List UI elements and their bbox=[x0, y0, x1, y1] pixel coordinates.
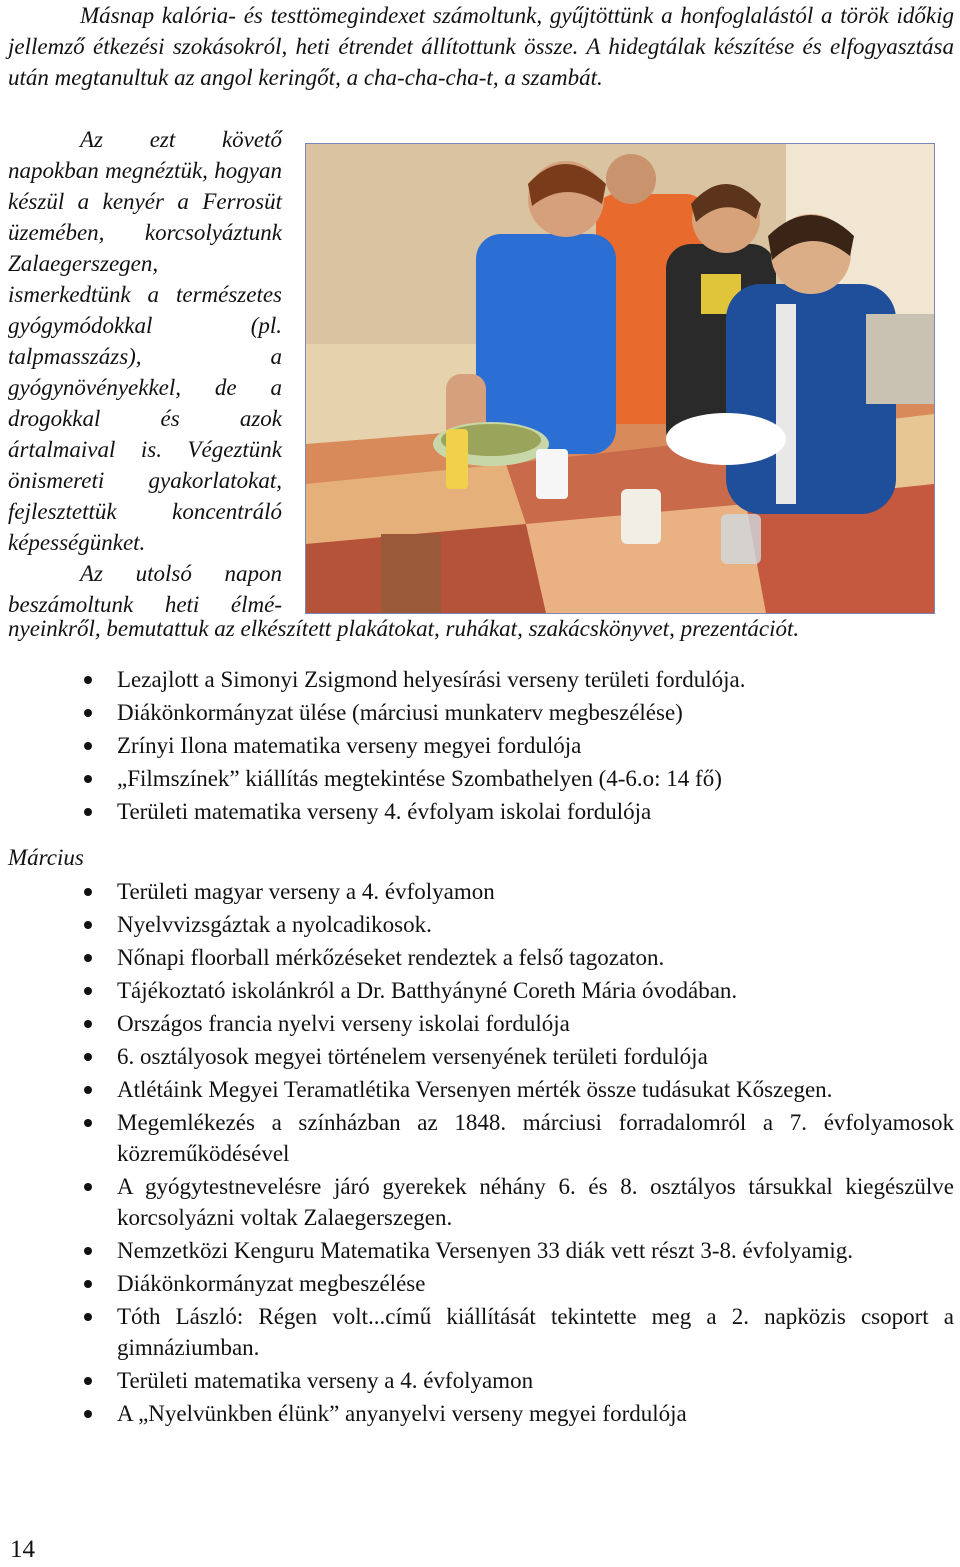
month-heading: Március bbox=[8, 845, 84, 870]
list-item: Országos francia nyelvi verseny iskolai fordulója bbox=[0, 1008, 960, 1039]
list-item: Nőnapi floorball mérkőzéseket rendeztek a felső tagozaton. bbox=[0, 942, 960, 973]
list-item: Tájékoztató iskolánkról a Dr. Batthyányné Coreth Mária óvodában. bbox=[0, 975, 960, 1006]
list-item: Területi matematika verseny a 4. évfolyamon bbox=[0, 1365, 960, 1396]
events-list-march bbox=[0, 876, 960, 1431]
list-item: Nemzetközi Kenguru Matematika Versenyen 33 diák vett részt 3-8. évfolyamig. bbox=[0, 1235, 960, 1266]
intro-paragraph bbox=[8, 0, 954, 93]
float-paragraph-2: Az utolsó napon beszámoltunk heti élmé- bbox=[8, 561, 282, 617]
list-item: Területi matematika verseny 4. évfolyam iskolai fordulója bbox=[0, 796, 960, 827]
list-item: Diákönkormányzat ülése (márciusi munkaterv megbeszélése) bbox=[0, 697, 960, 728]
page-number: 14 bbox=[10, 1536, 35, 1563]
list-item: A „Nyelvünkben élünk” anyanyelvi verseny megyei fordulója bbox=[0, 1398, 960, 1429]
list-item: 6. osztályosok megyei történelem versenyének területi fordulója bbox=[0, 1041, 960, 1072]
list-item: Lezajlott a Simonyi Zsigmond helyesírási verseny területi fordulója. bbox=[0, 664, 960, 695]
list-item: Diákönkormányzat megbeszélése bbox=[0, 1268, 960, 1299]
after-photo-line: nyeinkről, bemutattuk az elkészített plakátokat, ruhákat, szakácskönyvet, prezentációt. bbox=[8, 616, 800, 641]
float-paragraph-1: Az ezt követő napokban megnéztük, hogyan készül a kenyér a Ferrosüt üzemében, korcsolyáztunk Zalaegerszegen, ismerkedtünk a természetes gyógymódokkal (pl. talpmasszázs), a gyógynövényekkel, de a drogokkal és azok ártalmaival is. Végeztünk önismereti gyakorlatokat, fejlesztettük koncentráló képességünket. bbox=[8, 127, 282, 555]
list-item: Területi magyar verseny a 4. évfolyamon bbox=[0, 876, 960, 907]
list-item: Megemlékezés a színházban az 1848. márciusi forradalomról a 7. évfolyamosok közreműködésével bbox=[0, 1107, 960, 1169]
photo-students-preparing-food bbox=[305, 143, 935, 614]
list-item: Tóth László: Régen volt...című kiállítását tekintette meg a 2. napközis csoport a gimnáziumban. bbox=[0, 1301, 960, 1363]
list-item: A gyógytestnevelésre járó gyerekek néhány 6. és 8. osztályos társukkal kiegészülve korcsolyázni voltak Zalaegerszegen. bbox=[0, 1171, 960, 1233]
photo-illustration bbox=[306, 144, 934, 613]
events-list-february bbox=[0, 664, 960, 829]
list-item: Atlétáink Megyei Teramatlétika Versenyen mérték össze tudásukat Kőszegen. bbox=[0, 1074, 960, 1105]
list-item: „Filmszínek” kiállítás megtekintése Szombathelyen (4-6.o: 14 fő) bbox=[0, 763, 960, 794]
intro-text: Másnap kalória- és testtömegindexet számoltunk, gyűjtöttünk a honfoglalástól a török időkig jellemző étkezési szokásokról, heti étrendet állítottunk össze. A hidegtálak készítése és elfogyasztása után megtanultuk az angol keringőt, a cha-cha-cha-t, a szambát. bbox=[8, 3, 954, 90]
list-item: Nyelvvizsgáztak a nyolcadikosok. bbox=[0, 909, 960, 940]
list-item: Zrínyi Ilona matematika verseny megyei fordulója bbox=[0, 730, 960, 761]
text-beside-photo bbox=[8, 124, 282, 620]
